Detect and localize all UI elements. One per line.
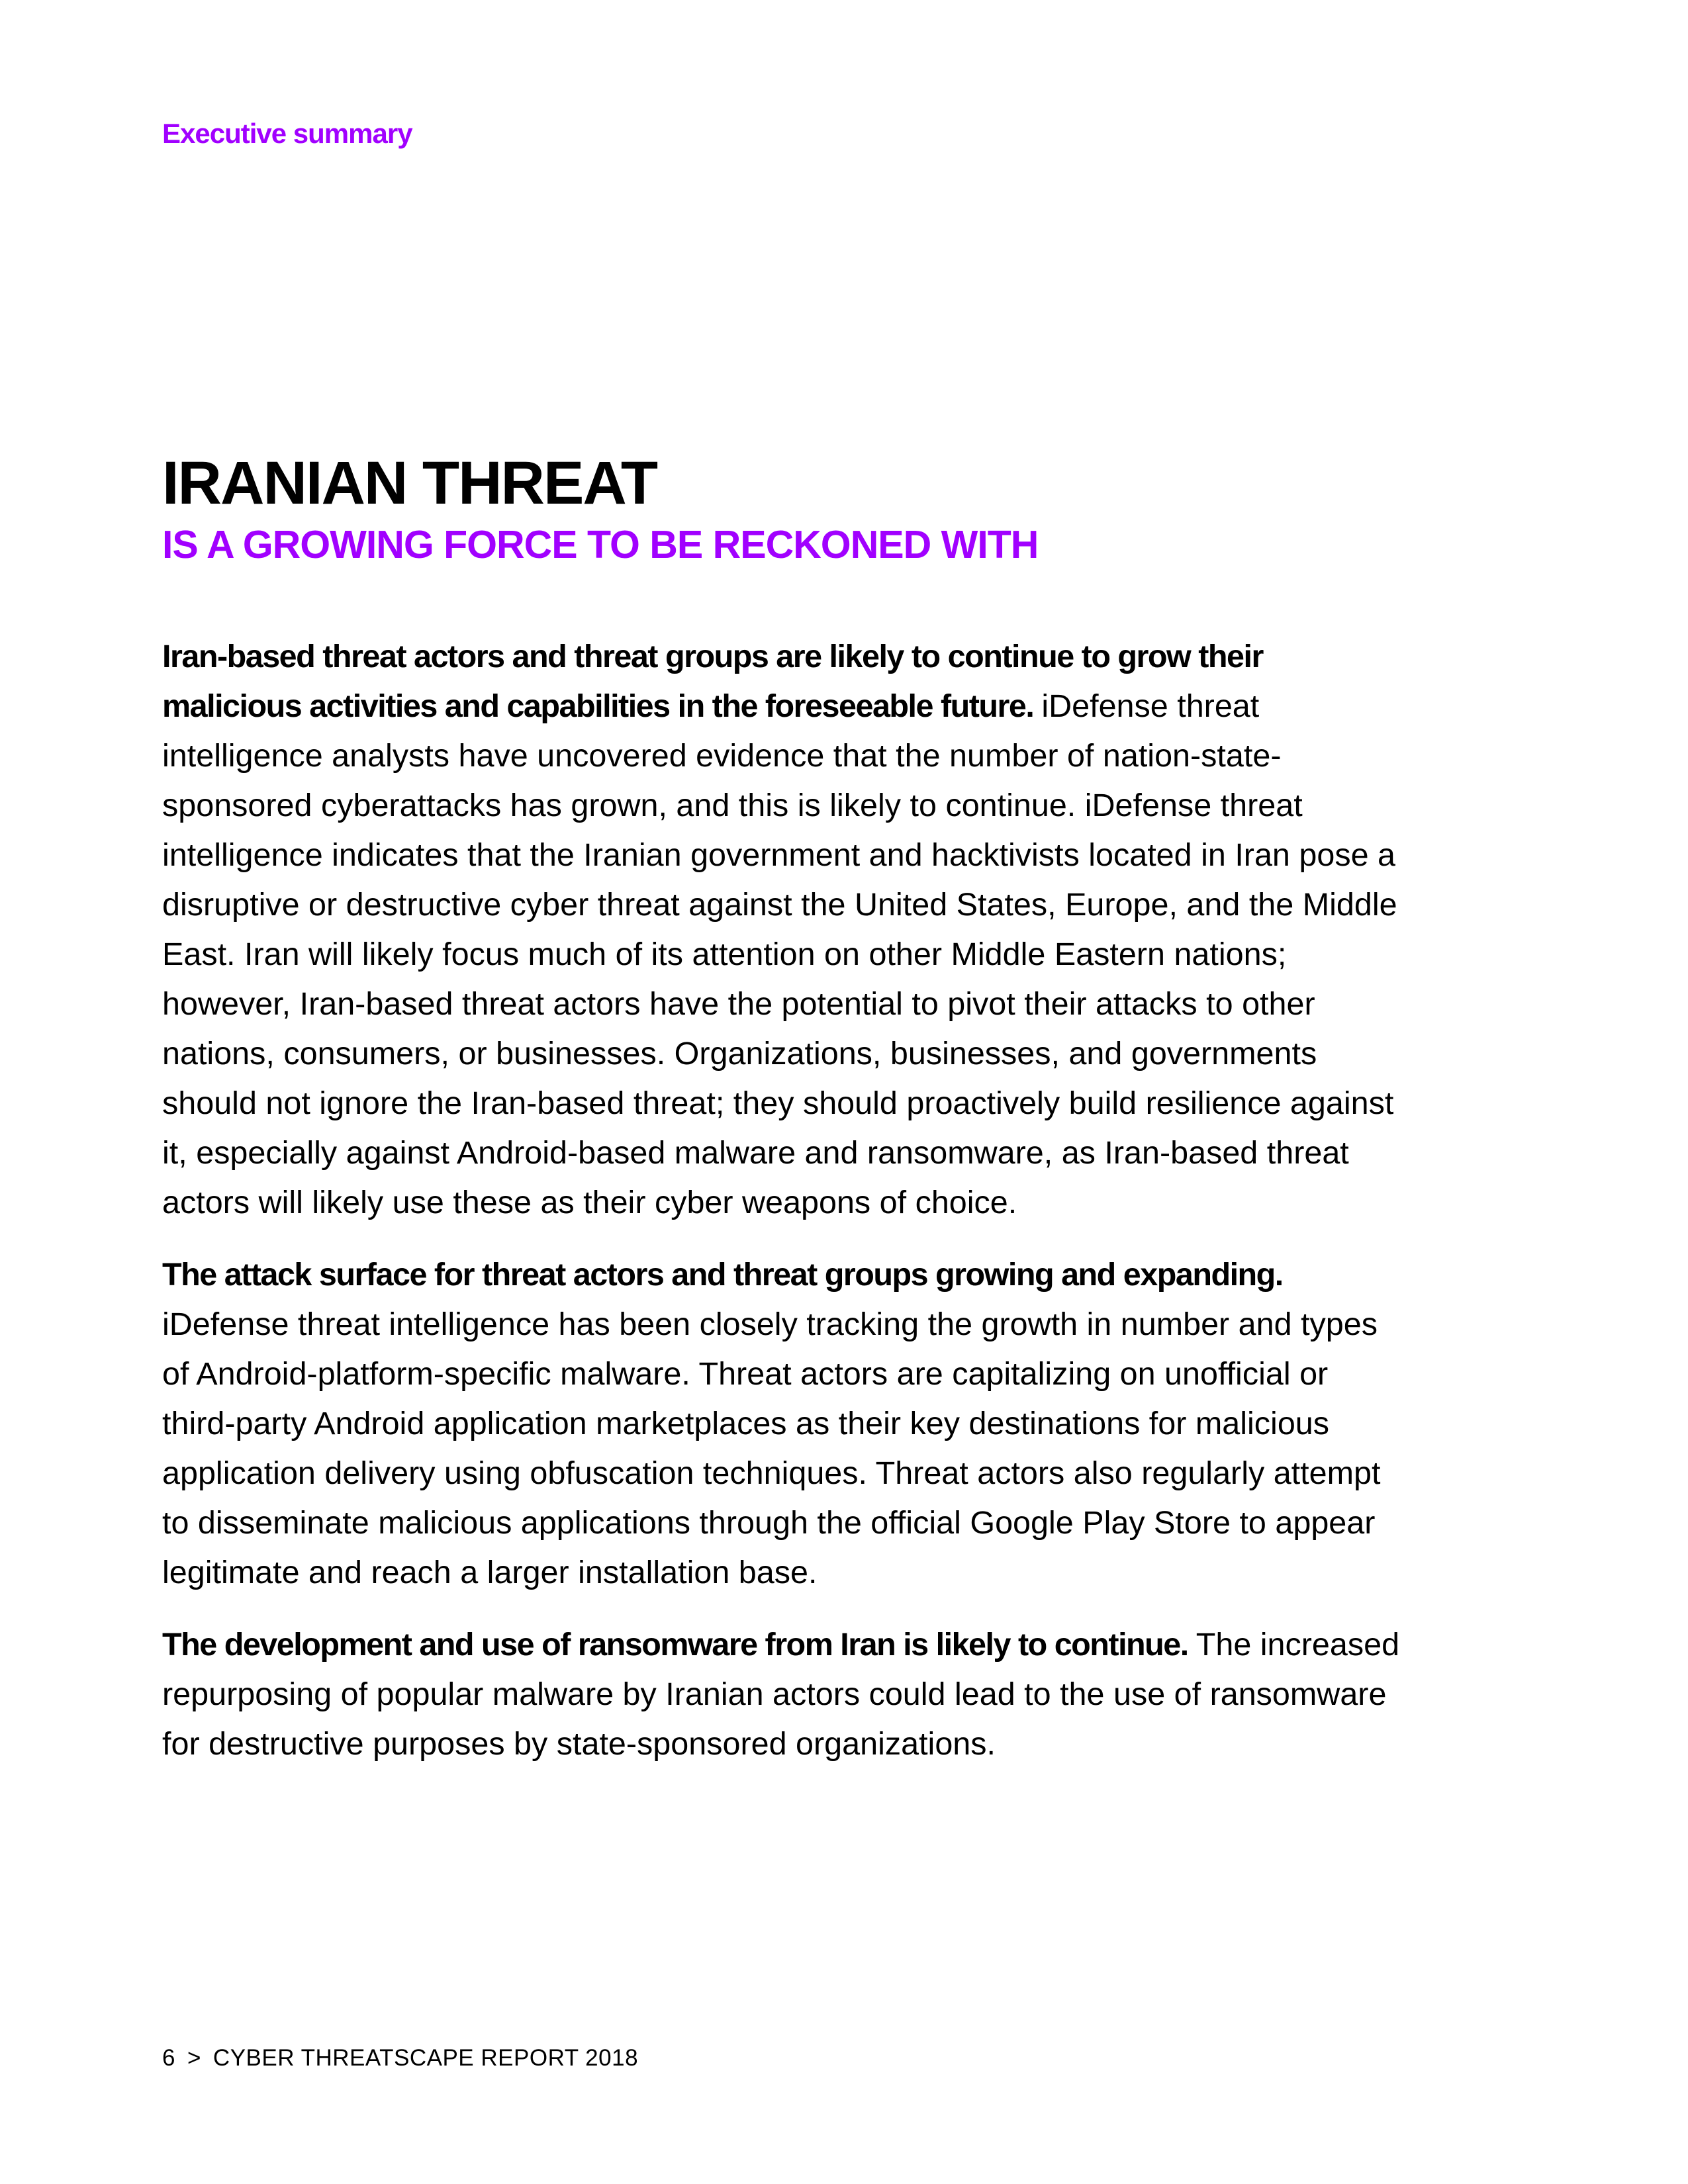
article-body xyxy=(162,632,1400,1792)
paragraph-text: The increased repurposing of popular malware by Iranian actors could lead to the use of ransomware for destructive purposes by state-sponsored organizations. xyxy=(162,1627,1400,1762)
paragraph-lead: The attack surface for threat actors and threat groups growing and expanding. xyxy=(162,1257,1283,1293)
paragraph-text: iDefense threat intelligence has been closely tracking the growth in number and types of Android-platform-specific malware. Threat actors are capitalizing on unofficial or third-party Android application marketplaces as their key destinations for malicious application delivery using obfuscation techniques. Threat actors also regularly attempt to disseminate malicious applications through the official Google Play Store to appear legitimate and reach a larger installation base. xyxy=(162,1306,1381,1590)
paragraph-lead: Iran-based threat actors and threat groups are likely to continue to grow their malicious activities and capabilities in the foreseeable future. xyxy=(162,639,1263,724)
headline-main: IRANIAN THREAT xyxy=(162,449,657,517)
paragraph-ransomware xyxy=(162,1620,1400,1769)
report-title: CYBER THREATSCAPE REPORT 2018 xyxy=(212,2045,639,2071)
section-label: Executive summary xyxy=(162,118,412,149)
page-number: 6 xyxy=(162,2045,175,2071)
paragraph-text: iDefense threat intelligence analysts have uncovered evidence that the number of nation-state-sponsored cyberattacks has grown, and this is likely to continue. iDefense threat intelligence indicates that the Iranian government and hacktivists located in Iran pose a disruptive or destructive cyber threat against the United States, Europe, and the Middle East. Iran will likely focus much of its attention on other Middle Eastern nations; however, Iran-based threat actors have the potential to pivot their attacks to other nations, consumers, or businesses. Organizations, businesses, and governments should not ignore the Iran-based threat; they should proactively build resilience against it, especially against Android-based malware and ransomware, as Iran-based threat actors will likely use these as their cyber weapons of choice. xyxy=(162,688,1397,1220)
headline-subtitle: IS A GROWING FORCE TO BE RECKONED WITH xyxy=(162,523,1039,567)
footer-separator: > xyxy=(187,2045,201,2071)
paragraph-iran-threat-actors xyxy=(162,632,1400,1228)
paragraph-attack-surface xyxy=(162,1250,1400,1598)
page-headline xyxy=(162,450,1486,567)
paragraph-lead: The development and use of ransomware from Iran is likely to continue. xyxy=(162,1627,1196,1662)
page-footer xyxy=(162,2045,638,2071)
